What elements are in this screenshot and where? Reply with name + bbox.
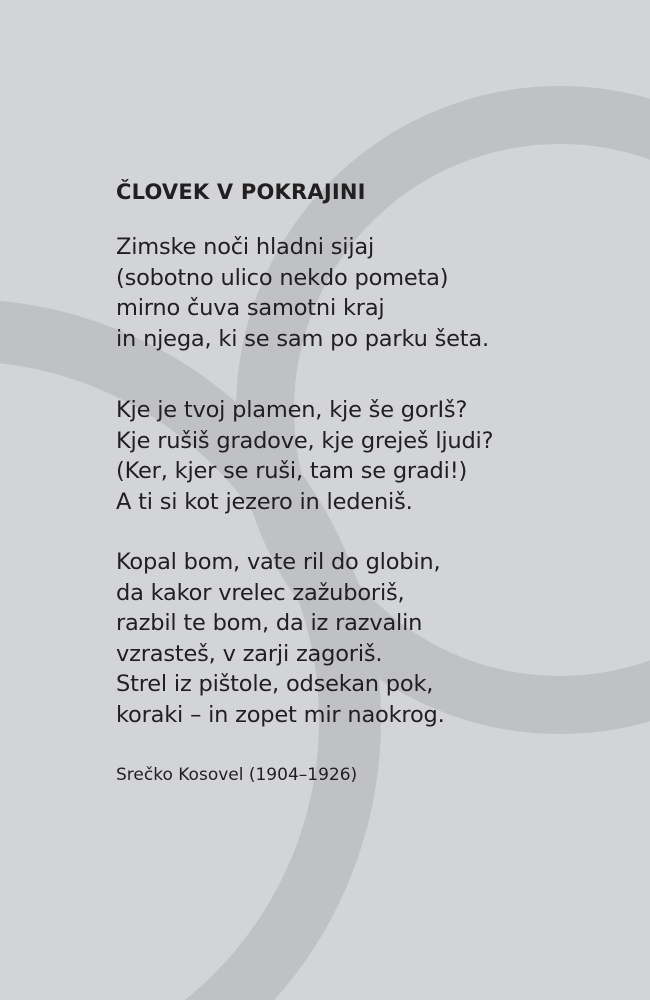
poem-line: mirno čuva samotni kraj xyxy=(116,295,385,321)
poem-line: (sobotno ulico nekdo pometa) xyxy=(116,264,449,291)
poem-line: vzrasteš, v zarji zagoriš. xyxy=(116,640,383,667)
poem-line: A ti si kot jezero in ledeniš. xyxy=(116,488,413,515)
stanza-2 xyxy=(116,395,493,517)
poem-line: Strel iz pištole, odsekan pok, xyxy=(116,671,434,697)
poem-line: (Ker, kjer se ruši, tam se gradi!) xyxy=(116,458,468,484)
poem-line: Kje je tvoj plamen, kje še gorIš? xyxy=(116,397,468,423)
poem-line: Kje rušiš gradove, kje greješ ljudi? xyxy=(116,427,494,454)
stanza-3 xyxy=(116,547,445,730)
poem-author: Srečko Kosovel (1904–1926) xyxy=(116,765,358,785)
poem-line: da kakor vrelec zažuboriš, xyxy=(116,579,405,606)
stanza-1 xyxy=(116,232,489,354)
poem-line: in njega, ki se sam po parku šeta. xyxy=(116,325,489,352)
poem-line: Kopal bom, vate ril do globin, xyxy=(116,549,441,575)
poem-line: razbil te bom, da iz razvalin xyxy=(116,610,423,636)
poem-title: ČLOVEK V POKRAJINI xyxy=(116,180,366,204)
poem-line: Zimske noči hladni sijaj xyxy=(116,234,375,260)
poem-line: koraki – in zopet mir naokrog. xyxy=(116,701,445,728)
